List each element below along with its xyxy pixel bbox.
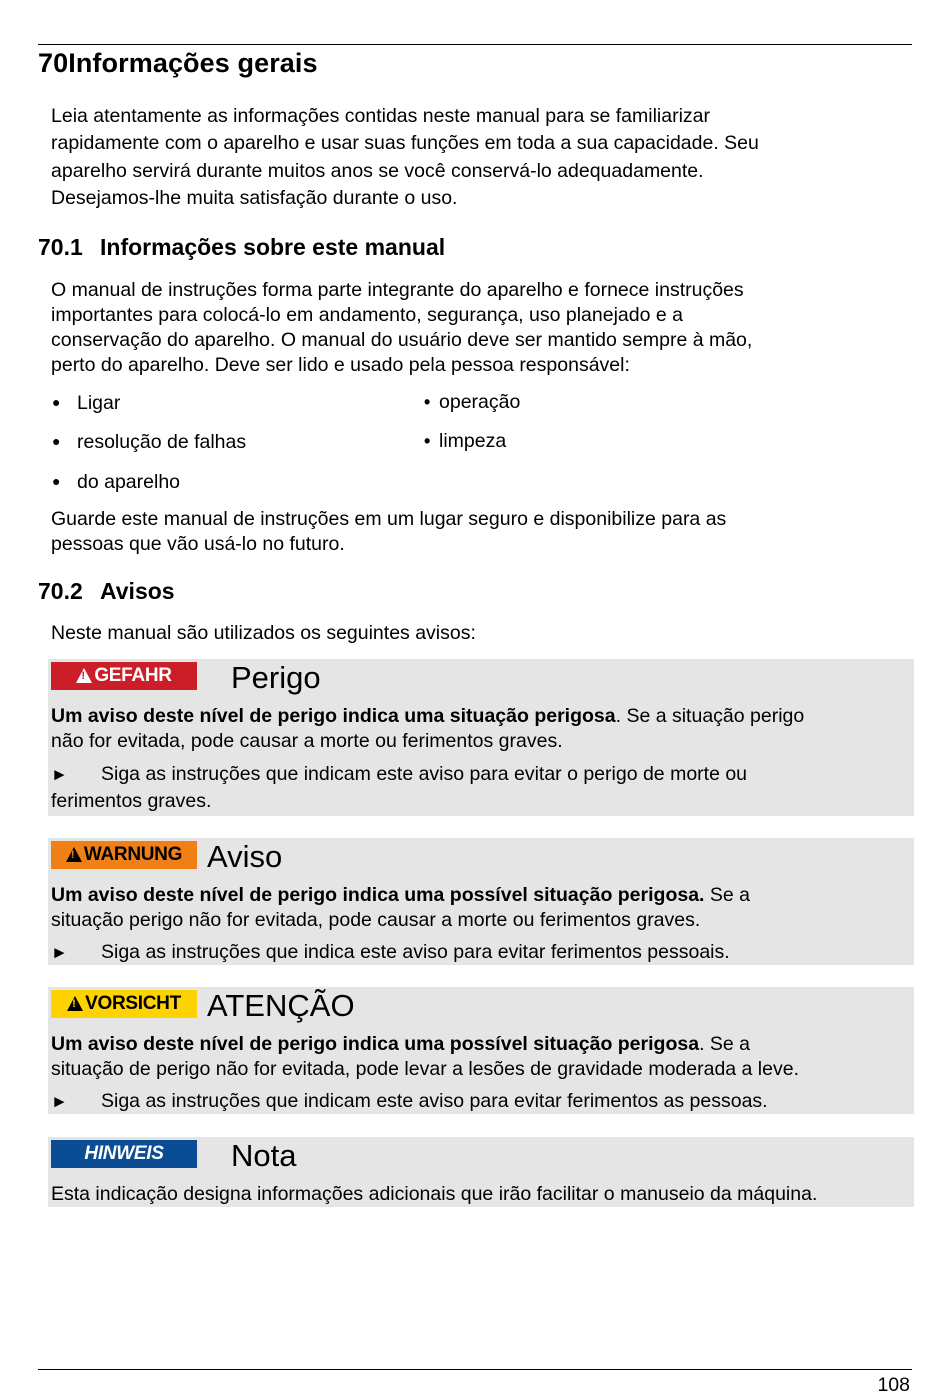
arrow-right-icon: ► bbox=[51, 765, 68, 784]
bullet-dot: ● bbox=[52, 394, 61, 410]
list-item bbox=[52, 469, 180, 495]
bullet-dot: ● bbox=[52, 433, 61, 449]
notice-title: Nota bbox=[231, 1138, 297, 1173]
warning-triangle-icon bbox=[76, 668, 92, 683]
danger-text: . Se a situação perigo bbox=[615, 705, 805, 727]
bullet-dot: ● bbox=[52, 473, 61, 489]
section-number: 70 bbox=[38, 48, 69, 78]
warning-text: Se a bbox=[704, 884, 751, 906]
info-notice-box bbox=[48, 1137, 914, 1207]
caution-badge-label: VORSICHT bbox=[85, 993, 181, 1014]
page-number: 108 bbox=[877, 1374, 910, 1396]
caution-title: ATENÇÃO bbox=[207, 988, 355, 1023]
danger-notice-box bbox=[48, 659, 914, 816]
keep-manual-paragraph bbox=[51, 507, 871, 557]
warning-triangle-icon bbox=[67, 996, 83, 1011]
warning-instruction bbox=[51, 939, 911, 966]
subsection-number: 70.2 bbox=[38, 578, 83, 604]
warning-badge-label: WARNUNG bbox=[83, 844, 183, 865]
list-item bbox=[52, 429, 246, 455]
arrow-right-icon: ► bbox=[51, 1092, 68, 1111]
intro-line: Desejamos-lhe muita satisfação durante o uso. bbox=[51, 186, 458, 209]
list-item-text: limpeza bbox=[439, 430, 507, 452]
danger-description bbox=[51, 704, 911, 754]
warning-bold-text: Um aviso deste nível de perigo indica uma possível situação perigosa. bbox=[51, 884, 705, 906]
notice-description: Esta indicação designa informações adicionais que irão facilitar o manuseio da máquina. bbox=[51, 1183, 818, 1205]
caution-instruction bbox=[51, 1088, 911, 1115]
caution-text-line2: situação de perigo não for evitada, pode levar a lesões de gravidade moderada a leve. bbox=[51, 1058, 799, 1080]
top-rule bbox=[38, 44, 912, 45]
caution-text: . Se a bbox=[699, 1033, 751, 1055]
notice-badge: HINWEIS bbox=[51, 1140, 197, 1168]
danger-instruction-line2: ferimentos graves. bbox=[51, 790, 212, 812]
caution-notice-box bbox=[48, 987, 914, 1114]
danger-badge-label: GEFAHR bbox=[94, 665, 172, 686]
bullet-dot: • bbox=[424, 431, 431, 451]
intro-paragraph bbox=[51, 103, 871, 212]
caution-description bbox=[51, 1032, 911, 1082]
danger-bold-text: Um aviso deste nível de perigo indica uma situação perigosa bbox=[51, 705, 616, 727]
manual-line: importantes para colocá-lo em andamento, segurança, uso planejado e a bbox=[51, 304, 683, 326]
subsection-title: Informações sobre este manual bbox=[100, 234, 446, 260]
manual-paragraph bbox=[51, 278, 871, 378]
intro-line: Leia atentamente as informações contidas neste manual para se familiarizar bbox=[51, 105, 711, 127]
list-item bbox=[52, 390, 120, 416]
warning-notice-box bbox=[48, 838, 914, 965]
warnings-intro: Neste manual são utilizados os seguintes avisos: bbox=[51, 622, 476, 644]
list-item-text: Ligar bbox=[77, 392, 121, 414]
caution-bold-text: Um aviso deste nível de perigo indica uma possível situação perigosa bbox=[51, 1033, 700, 1055]
list-item bbox=[424, 429, 506, 454]
list-item-text: do aparelho bbox=[77, 471, 181, 493]
subsection-title: Avisos bbox=[100, 578, 175, 604]
list-item bbox=[424, 390, 520, 415]
caution-instruction-text: Siga as instruções que indicam este aviso para evitar ferimentos as pessoas. bbox=[101, 1090, 768, 1112]
bullet-dot: • bbox=[424, 392, 431, 412]
danger-badge bbox=[51, 662, 197, 690]
subsection-number: 70.1 bbox=[38, 234, 83, 260]
manual-line: perto do aparelho. Deve ser lido e usado pela pessoa responsável: bbox=[51, 354, 630, 376]
warning-description bbox=[51, 883, 911, 933]
manual-line: O manual de instruções forma parte integrante do aparelho e fornece instruções bbox=[51, 279, 744, 301]
warning-title: Aviso bbox=[207, 839, 283, 874]
bottom-rule bbox=[38, 1369, 912, 1370]
intro-line: aparelho servirá durante muitos anos se você conservá-lo adequadamente. bbox=[51, 159, 704, 182]
danger-text-line2: não for evitada, pode causar a morte ou ferimentos graves. bbox=[51, 730, 563, 752]
danger-instruction-text: Siga as instruções que indicam este aviso para evitar o perigo de morte ou bbox=[101, 763, 748, 785]
danger-title: Perigo bbox=[231, 660, 321, 695]
caution-badge bbox=[51, 990, 197, 1018]
intro-line: rapidamente com o aparelho e usar suas funções em toda a sua capacidade. Seu bbox=[51, 132, 759, 155]
section-title: Informações gerais bbox=[68, 48, 318, 78]
keep-line: pessoas que vão usá-lo no futuro. bbox=[51, 533, 345, 555]
warning-triangle-icon bbox=[66, 847, 82, 862]
arrow-right-icon: ► bbox=[51, 943, 68, 962]
section-heading bbox=[38, 48, 318, 79]
warning-text-line2: situação perigo não for evitada, pode causar a morte ou ferimentos graves. bbox=[51, 909, 701, 931]
warning-badge bbox=[51, 841, 197, 869]
list-item-text: operação bbox=[439, 391, 521, 413]
subsection-heading-warnings bbox=[38, 578, 175, 605]
danger-instruction bbox=[51, 761, 911, 815]
manual-line: conservação do aparelho. O manual do usuário deve ser mantido sempre à mão, bbox=[51, 329, 753, 351]
keep-line: Guarde este manual de instruções em um lugar seguro e disponibilize para as bbox=[51, 508, 727, 530]
list-item-text: resolução de falhas bbox=[77, 431, 247, 453]
subsection-heading-manual bbox=[38, 234, 445, 261]
warning-instruction-text: Siga as instruções que indica este aviso para evitar ferimentos pessoais. bbox=[101, 941, 730, 963]
